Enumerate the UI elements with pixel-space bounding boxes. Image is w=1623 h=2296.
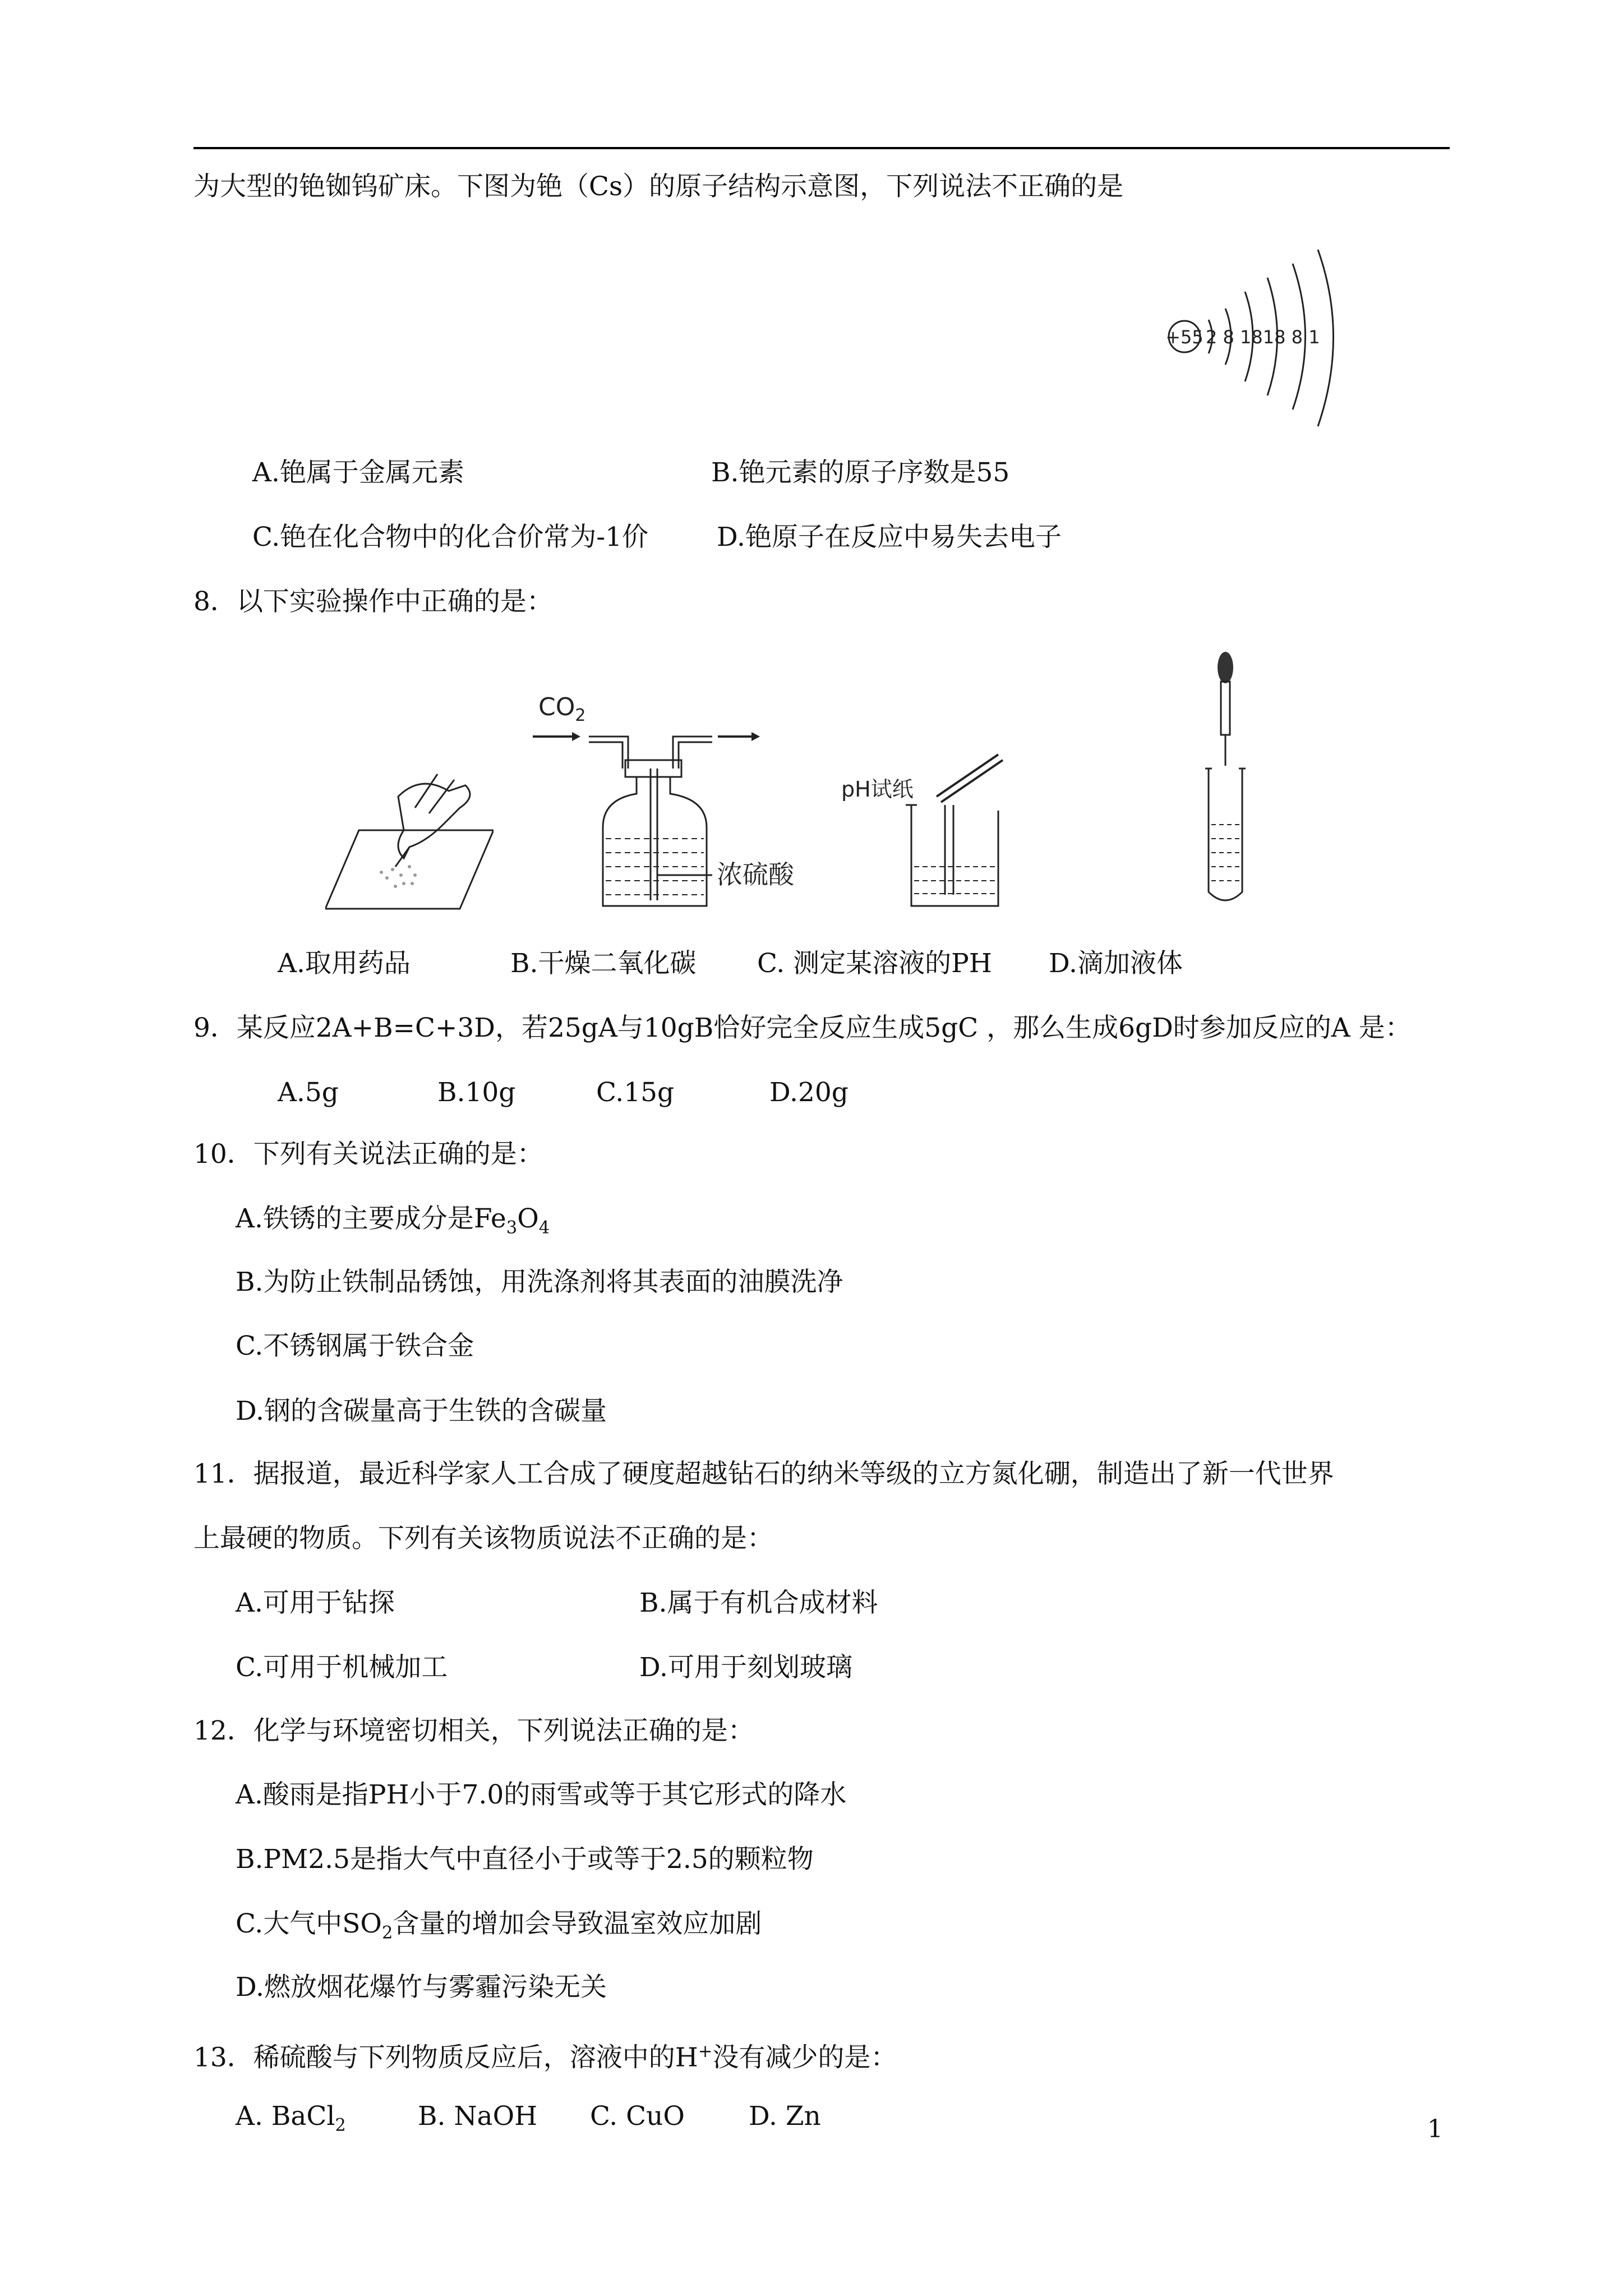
q9-option-a: A.5g (278, 1077, 339, 1108)
q12-option-b: B.PM2.5是指大气中直径小于或等于2.5的颗粒物 (236, 1844, 814, 1875)
header-rule (193, 147, 1450, 149)
figure-dry-co2 (527, 687, 830, 912)
cesium-atom-diagram (1155, 247, 1357, 432)
q9-option-c: C.15g (596, 1077, 675, 1108)
q7-option-c: C.铯在化合物中的化合价常为-1价 (252, 522, 649, 553)
q11-option-d: D.可用于刻划玻璃 (639, 1652, 852, 1683)
q13-option-d: D. Zn (749, 2101, 821, 2132)
ph-paper-label: pH试纸 (841, 777, 914, 802)
q12-option-a: A.酸雨是指PH小于7.0的雨雪或等于其它形式的降水 (236, 1779, 847, 1810)
q8-stem: 8．以下实验操作中正确的是： (193, 586, 553, 617)
q9-option-d: D.20g (769, 1077, 849, 1108)
q10-option-c: C.不锈钢属于铁合金 (236, 1331, 474, 1361)
q7-option-a: A.铯属于金属元素 (252, 457, 464, 488)
q8-option-b: B.干燥二氧化碳 (510, 948, 697, 979)
q12-option-c: C.大气中$SO_2$含量的增加会导致温室效应加剧 (236, 1908, 762, 1943)
q10-stem: 10．下列有关说法正确的是： (193, 1139, 543, 1170)
q8-option-a: A.取用药品 (278, 948, 411, 979)
q10-option-d: D.钢的含碳量高于生铁的含碳量 (236, 1396, 607, 1427)
q13-option-a: A. BaCl$_2$ (236, 2101, 346, 2136)
q11-option-c: C.可用于机械加工 (236, 1652, 448, 1683)
figure-ph-test (836, 743, 1026, 912)
q13-option-c: C. CuO (590, 2101, 685, 2132)
q9-stem: 9．某反应2A+B=C+3D，若25gA与10gB恰好完全反应生成5gC ，那么生成6gD时参加反应的A 是： (193, 1013, 1412, 1043)
q11-stem-line1: 11．据报道，最近科学家人工合成了硬度超越钻石的纳米等级的立方氮化硼，制造出了新一代世界 (193, 1458, 1334, 1489)
q7-option-b: B.铯元素的原子序数是55 (711, 457, 1010, 488)
intro-text: 为大型的铯铷钨矿床。下图为铯（Cs）的原子结构示意图，下列说法不正确的是 (193, 171, 1124, 202)
q7-option-d: D.铯原子在反应中易失去电子 (717, 522, 1062, 553)
acid-label: 浓硫酸 (717, 859, 794, 890)
figure-take-reagent (325, 763, 494, 914)
co2-label: $CO_2$ (538, 693, 586, 725)
q8-option-d: D.滴加液体 (1049, 948, 1183, 979)
q10-option-a: A.铁锈的主要成分是$Fe_3O_4$ (236, 1203, 550, 1238)
q9-option-b: B.10g (437, 1077, 516, 1108)
q11-stem-line2: 上最硬的物质。下列有关该物质说法不正确的是： (193, 1523, 773, 1554)
q11-option-a: A.可用于钻探 (236, 1588, 395, 1618)
q10-option-b: B.为防止铁制品锈蚀，用洗涤剂将其表面的油膜洗净 (236, 1267, 843, 1297)
figure-dropper (1192, 651, 1259, 909)
nucleus-label: +55 (1165, 326, 1204, 348)
shell-electrons: 2 8 1818 8 1 (1206, 326, 1320, 348)
q12-option-d: D.燃放烟花爆竹与雾霾污染无关 (236, 1972, 607, 2003)
q11-option-b: B.属于有机合成材料 (639, 1588, 878, 1618)
page-number: 1 (1427, 2115, 1443, 2143)
q12-stem: 12．化学与环境密切相关，下列说法正确的是： (193, 1715, 754, 1746)
q13-option-b: B. NaOH (418, 2101, 538, 2132)
q8-option-c: C. 测定某溶液的PH (757, 948, 992, 979)
q13-stem: 13．稀硫酸与下列物质反应后，溶液中的H+没有减少的是： (193, 2042, 897, 2073)
